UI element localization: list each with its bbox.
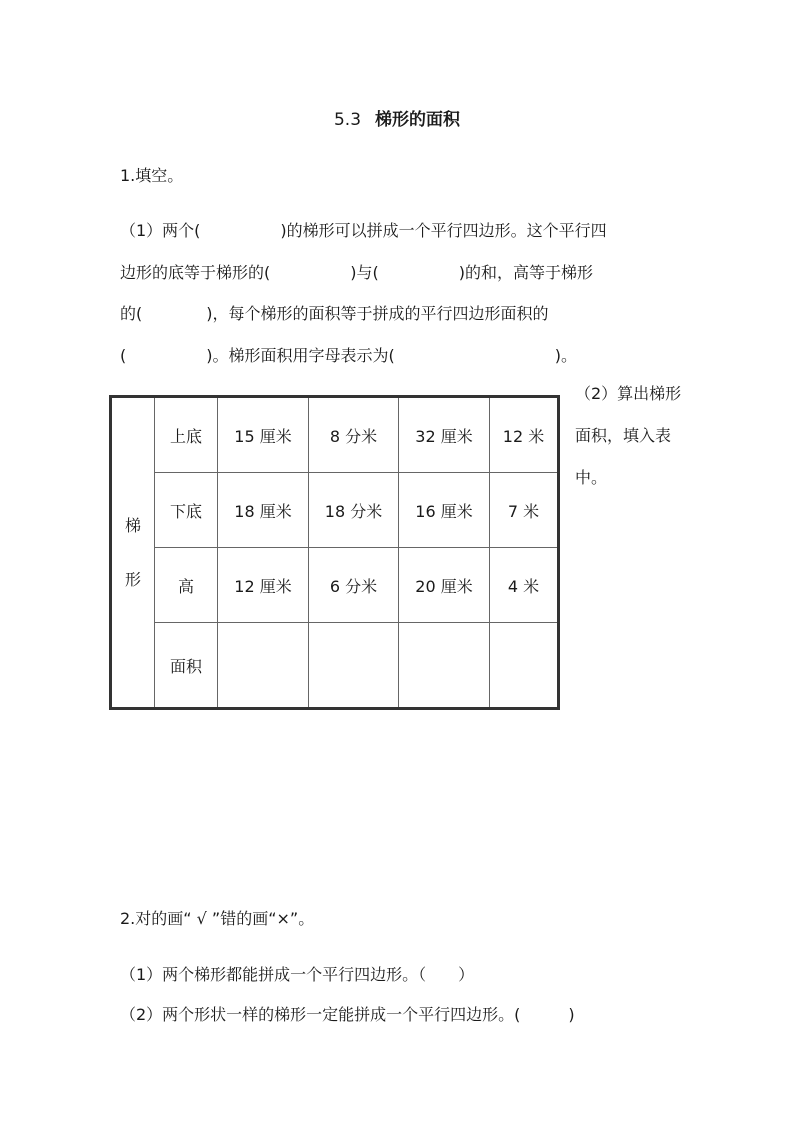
side-label-cell [111, 397, 155, 709]
table-cell: 4 米 [490, 548, 559, 623]
table-cell: 6 分米 [309, 548, 399, 623]
table-cell: 7 米 [490, 473, 559, 548]
row-label-area: 面积 [155, 623, 218, 709]
tf-item-1: （1）两个梯形都能拼成一个平行四边形。（ ） [120, 965, 475, 984]
table-cell: 18 分米 [309, 473, 399, 548]
section2-heading: 2.对的画“ √ ”错的画“×”。 [120, 909, 315, 928]
side-label-char: 梯 [124, 515, 141, 535]
table-cell: 32 厘米 [399, 397, 490, 473]
table-row [111, 397, 559, 473]
tf-item-2: （2）两个形状一样的梯形一定能拼成一个平行四边形。( ) [120, 1005, 575, 1024]
area-answer-cell[interactable] [490, 623, 559, 709]
row-label-top-base: 上底 [155, 397, 218, 473]
table-cell: 8 分米 [309, 397, 399, 473]
table-cell: 16 厘米 [399, 473, 490, 548]
table-cell: 12 米 [490, 397, 559, 473]
area-answer-cell[interactable] [309, 623, 399, 709]
q1-line-1: （1）两个( )的梯形可以拼成一个平行四边形。这个平行四 [120, 221, 607, 240]
title-text: 梯形的面积 [375, 110, 461, 130]
section1-heading: 1.填空。 [120, 166, 184, 185]
table-cell: 20 厘米 [399, 548, 490, 623]
page-title [0, 105, 794, 130]
table-cell: 18 厘米 [218, 473, 309, 548]
q1-line-3: 的( )，每个梯形的面积等于拼成的平行四边形面积的 [120, 304, 549, 323]
area-answer-cell[interactable] [218, 623, 309, 709]
row-label-height: 高 [155, 548, 218, 623]
q1-line-4: ( )。梯形面积用字母表示为( )。 [120, 346, 577, 365]
table-row [111, 623, 559, 709]
section-number: 5.3 [333, 110, 362, 130]
q2-instruction: （2）算出梯形面积，填入表中。 [575, 384, 682, 487]
table-row [111, 548, 559, 623]
table-row [111, 473, 559, 548]
row-label-bottom-base: 下底 [155, 473, 218, 548]
table-cell: 15 厘米 [218, 397, 309, 473]
table-cell: 12 厘米 [218, 548, 309, 623]
trapezoid-table [109, 395, 560, 710]
side-label-char: 形 [124, 569, 141, 589]
q1-line-2: 边形的底等于梯形的( )与( )的和，高等于梯形 [120, 263, 593, 282]
area-answer-cell[interactable] [399, 623, 490, 709]
